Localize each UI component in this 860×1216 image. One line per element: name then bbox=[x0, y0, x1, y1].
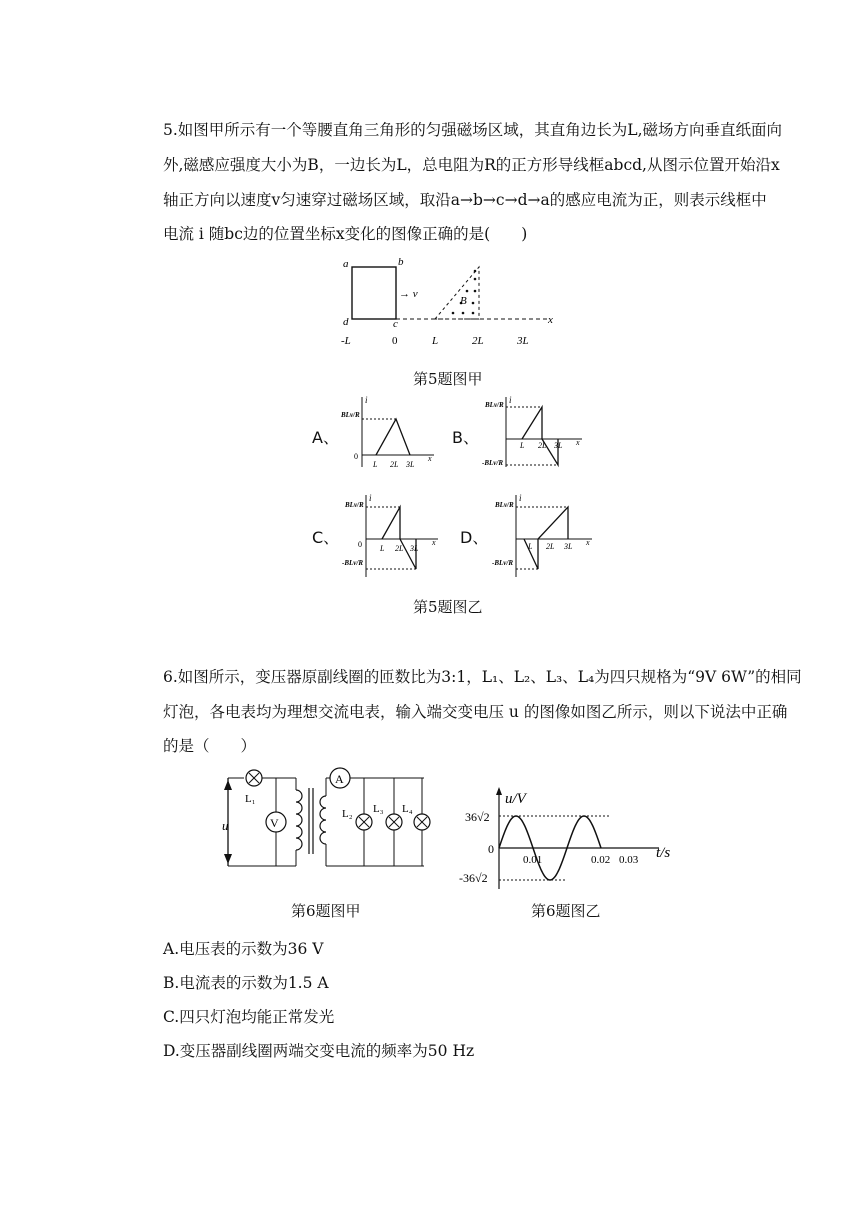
svg-text:-L: -L bbox=[341, 335, 351, 347]
svg-text:x: x bbox=[432, 538, 436, 547]
svg-text:-BLv/R: -BLv/R bbox=[482, 459, 503, 467]
svg-text:2L: 2L bbox=[538, 441, 547, 450]
q5-line-3: 轴正方向以速度v匀速穿过磁场区域，取沿a→b→c→d→a的感应电流为正，则表示线框中 bbox=[163, 191, 767, 209]
svg-text:BLv/R: BLv/R bbox=[485, 401, 504, 409]
svg-text:0: 0 bbox=[358, 540, 362, 549]
axis-x: x bbox=[548, 314, 553, 326]
graph-a bbox=[338, 395, 438, 475]
svg-text:2L: 2L bbox=[472, 335, 484, 347]
svg-text:L: L bbox=[528, 542, 533, 551]
svg-text:x: x bbox=[576, 438, 580, 447]
svg-text:BLv/R: BLv/R bbox=[341, 411, 360, 419]
svg-text:36√2: 36√2 bbox=[465, 810, 490, 824]
svg-text:x: x bbox=[586, 538, 590, 547]
q5-line-2: 外,磁感应强度大小为B，一边长为L，总电阻为R的正方形导线框abcd,从图示位置开始沿x bbox=[163, 156, 780, 174]
option-c-label: C、 bbox=[312, 528, 340, 547]
svg-text:2L: 2L bbox=[390, 460, 399, 469]
svg-text:0: 0 bbox=[488, 842, 494, 856]
option-a-label: A、 bbox=[312, 428, 339, 447]
square-frame bbox=[352, 267, 396, 319]
svg-text:L: L bbox=[520, 441, 525, 450]
q6-option-c: C.四只灯泡均能正常发光 bbox=[163, 1008, 335, 1026]
svg-text:i: i bbox=[365, 395, 368, 405]
option-b-label: B、 bbox=[452, 428, 479, 447]
svg-text:3L: 3L bbox=[554, 441, 563, 450]
q6-option-a: A.电压表的示数为36 V bbox=[163, 940, 324, 958]
svg-text:L: L bbox=[380, 544, 385, 553]
option-d-label: D、 bbox=[460, 528, 489, 547]
svg-text:0: 0 bbox=[392, 335, 398, 347]
svg-text:BLv/R: BLv/R bbox=[495, 501, 514, 509]
svg-text:L₂: L₂ bbox=[342, 808, 353, 820]
q6-line-3: 的是（ ） bbox=[163, 737, 257, 755]
svg-text:2L: 2L bbox=[395, 544, 404, 553]
q6-caption-jia: 第6题图甲 bbox=[291, 902, 361, 920]
graph-c bbox=[338, 493, 448, 583]
label-b: b bbox=[398, 256, 404, 268]
label-B: B bbox=[460, 295, 467, 307]
svg-text:V: V bbox=[270, 816, 279, 830]
svg-text:3L: 3L bbox=[410, 544, 419, 553]
svg-text:-36√2: -36√2 bbox=[459, 871, 488, 885]
q6-line-1: 6.如图所示，变压器原副线圈的匝数比为3:1，L₁、L₂、L₃、L₄为四只规格为“9V 6W”的相同 bbox=[163, 668, 802, 686]
q6-circuit bbox=[212, 768, 442, 893]
svg-text:x: x bbox=[428, 454, 432, 463]
q6-option-d: D.变压器副线圈两端交变电流的频率为50 Hz bbox=[163, 1042, 475, 1060]
svg-text:0: 0 bbox=[354, 452, 358, 461]
q5-figure-jia bbox=[335, 255, 565, 355]
svg-text:3L: 3L bbox=[517, 335, 529, 347]
q5-line-1: 5.如图甲所示有一个等腰直角三角形的匀强磁场区域，其直角边长为L,磁场方向垂直纸面向 bbox=[163, 121, 783, 139]
svg-text:L₁: L₁ bbox=[245, 793, 256, 805]
label-a: a bbox=[343, 258, 349, 270]
graph-b bbox=[478, 395, 588, 475]
graph-d bbox=[488, 493, 598, 583]
q6-line-2: 灯泡，各电表均为理想交流电表，输入端交变电压 u 的图像如图乙所示，则以下说法中正确 bbox=[163, 703, 788, 721]
svg-text:0.02: 0.02 bbox=[591, 854, 611, 866]
svg-text:3L: 3L bbox=[406, 460, 415, 469]
svg-text:-BLv/R: -BLv/R bbox=[492, 559, 513, 567]
svg-text:i: i bbox=[519, 493, 522, 503]
svg-text:-BLv/R: -BLv/R bbox=[342, 559, 363, 567]
label-c: c bbox=[393, 318, 398, 330]
svg-text:0.01: 0.01 bbox=[523, 854, 543, 866]
svg-text:3L: 3L bbox=[564, 542, 573, 551]
svg-text:BLv/R: BLv/R bbox=[345, 501, 364, 509]
svg-text:2L: 2L bbox=[546, 542, 555, 551]
label-v: → v bbox=[399, 288, 418, 300]
q5-caption-jia: 第5题图甲 bbox=[413, 370, 483, 388]
svg-text:t/s: t/s bbox=[656, 845, 671, 861]
svg-text:L₃: L₃ bbox=[373, 803, 384, 815]
q5-caption-yi: 第5题图乙 bbox=[413, 598, 483, 616]
magnetic-triangle bbox=[435, 267, 479, 319]
svg-text:L: L bbox=[432, 335, 439, 347]
svg-text:i: i bbox=[509, 395, 512, 405]
svg-text:0.03: 0.03 bbox=[619, 854, 639, 866]
svg-text:i: i bbox=[369, 493, 372, 503]
q6-option-b: B.电流表的示数为1.5 A bbox=[163, 974, 329, 992]
svg-text:L₄: L₄ bbox=[402, 803, 413, 815]
q6-waveform bbox=[455, 785, 675, 895]
svg-text:u/V: u/V bbox=[505, 791, 526, 807]
label-d: d bbox=[343, 316, 349, 328]
svg-text:u: u bbox=[222, 818, 229, 833]
q6-caption-yi: 第6题图乙 bbox=[531, 902, 601, 920]
svg-text:L: L bbox=[373, 460, 378, 469]
svg-text:A: A bbox=[335, 772, 344, 786]
q5-line-4: 电流 i 随bc边的位置坐标x变化的图像正确的是( ) bbox=[163, 225, 528, 243]
